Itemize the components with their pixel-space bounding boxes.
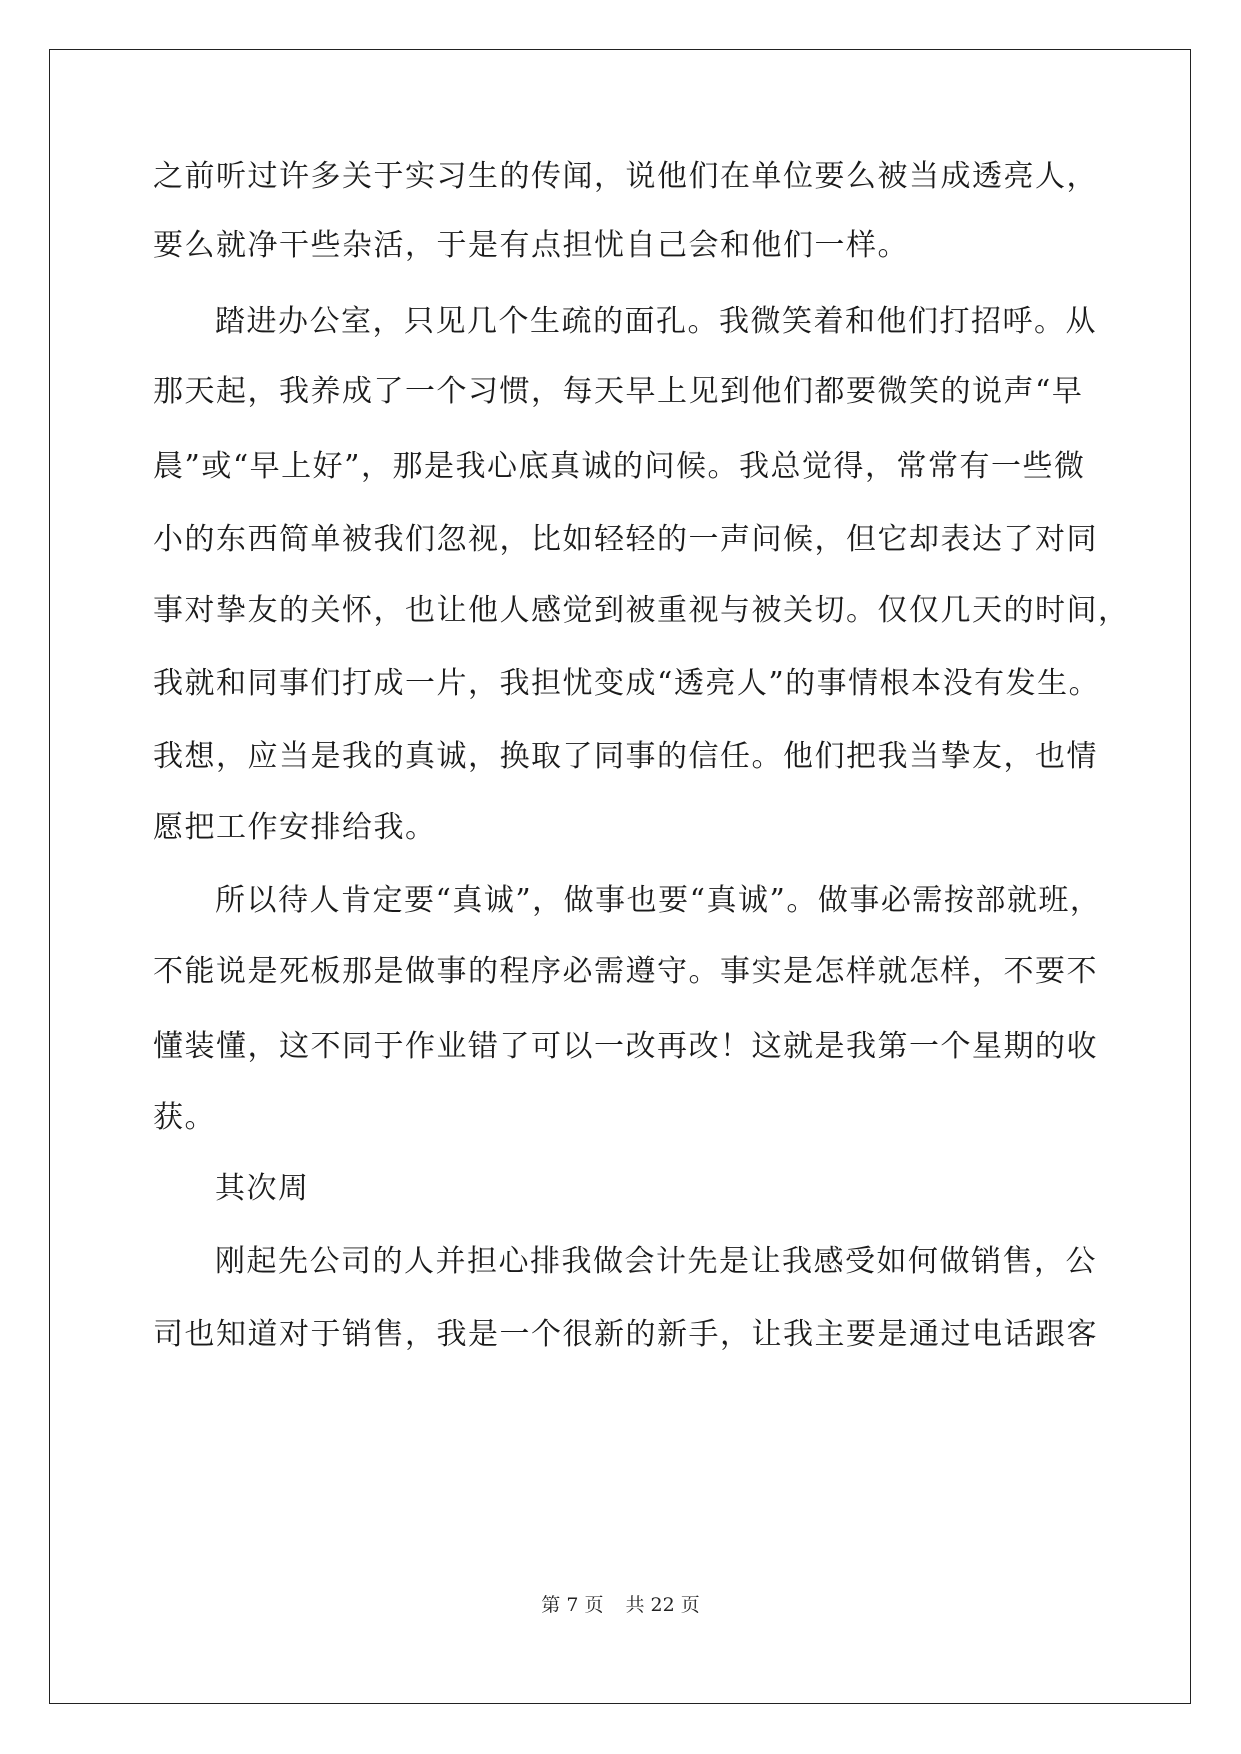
text-line: 司也知道对于销售，我是一个很新的新手，让我主要是通过电话跟客	[153, 1317, 1098, 1352]
text-line: 愿把工作安排给我。	[153, 810, 437, 845]
text-line: 获。	[153, 1100, 216, 1135]
page-border	[49, 49, 1191, 1704]
text-line: 小的东西简单被我们忽视，比如轻轻的一声问候，但它却表达了对同	[153, 522, 1098, 557]
page-total: 共 22 页	[625, 1594, 700, 1616]
text-line: 懂装懂，这不同于作业错了可以一改再改！这就是我第一个星期的收	[153, 1029, 1098, 1064]
text-line: 不能说是死板那是做事的程序必需遵守。事实是怎样就怎样，不要不	[153, 954, 1098, 989]
page-footer	[0, 1593, 1241, 1617]
page-number: 第 7 页	[541, 1594, 604, 1616]
section-heading: 其次周	[215, 1171, 310, 1206]
text-line: 事对挚友的关怀，也让他人感觉到被重视与被关切。仅仅几天的时间，	[153, 593, 1130, 628]
paragraph-start-line: 刚起先公司的人并担心排我做会计先是让我感受如何做销售，公	[215, 1244, 1097, 1279]
paragraph-start-line: 所以待人肯定要“真诚”，做事也要“真诚”。做事必需按部就班，	[215, 883, 1102, 918]
paragraph-start-line: 踏进办公室，只见几个生疏的面孔。我微笑着和他们打招呼。从	[215, 304, 1097, 339]
text-line: 要么就净干些杂活，于是有点担忧自己会和他们一样。	[153, 228, 909, 263]
text-line: 我想，应当是我的真诚，换取了同事的信任。他们把我当挚友，也情	[153, 739, 1098, 774]
text-line: 之前听过许多关于实习生的传闻，说他们在单位要么被当成透亮人，	[153, 159, 1098, 194]
text-line: 晨”或“早上好”，那是我心底真诚的问候。我总觉得，常常有一些微	[153, 449, 1086, 484]
text-line: 那天起，我养成了一个习惯，每天早上见到他们都要微笑的说声“早	[153, 374, 1084, 409]
text-line: 我就和同事们打成一片，我担忧变成“透亮人”的事情根本没有发生。	[153, 666, 1101, 701]
